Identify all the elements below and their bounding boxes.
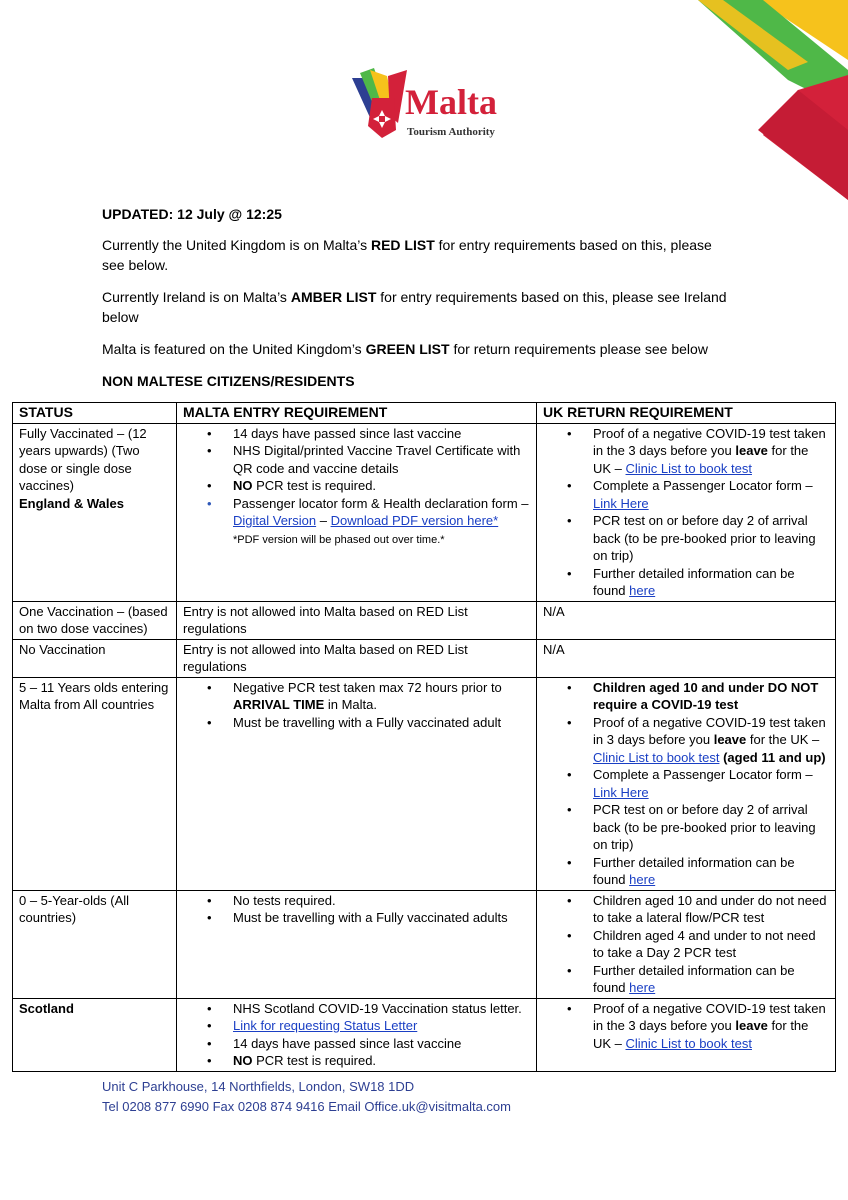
table-row-fully-vaccinated bbox=[13, 423, 836, 601]
passenger-locator-link[interactable]: Link Here bbox=[593, 784, 649, 800]
status-cell: 0 – 5-Year-olds (All countries) bbox=[13, 890, 177, 998]
list-item bbox=[593, 1000, 830, 1053]
list-item bbox=[593, 854, 830, 889]
list-item bbox=[233, 1017, 531, 1035]
return-cell bbox=[537, 677, 836, 890]
list-item-text: Proof of a negative COVID-19 test taken in the 3 days before you bbox=[593, 1000, 826, 1033]
list-item bbox=[593, 425, 830, 478]
list-item-text: Complete a Passenger Locator form – bbox=[593, 767, 813, 782]
pdf-note: *PDF version will be phased out over time.* bbox=[233, 533, 445, 546]
clinic-list-link[interactable]: Clinic List to book test bbox=[593, 749, 720, 765]
header-uk-return: UK RETURN REQUIREMENT bbox=[537, 403, 836, 424]
separator: – bbox=[316, 513, 331, 528]
list-item-text: for the UK – bbox=[746, 732, 820, 747]
list-item-text: for the UK – bbox=[593, 1018, 809, 1051]
list-item: • Children aged 4 and under to not need to take a Day 2 PCR test bbox=[593, 927, 830, 962]
table-row-0-5-years bbox=[13, 890, 836, 998]
return-cell: N/A bbox=[537, 639, 836, 677]
table-row-scotland bbox=[13, 998, 836, 1071]
list-item: • Must be travelling with a Fully vaccinated adults bbox=[233, 909, 531, 927]
list-item bbox=[593, 565, 830, 600]
decorative-corner-shapes bbox=[548, 0, 848, 200]
leave-label: leave bbox=[735, 1018, 768, 1033]
list-item: • 14 days have passed since last vaccine bbox=[233, 1035, 531, 1053]
list-item-text: Negative PCR test taken max 72 hours prior to bbox=[233, 679, 502, 695]
entry-cell: Entry is not allowed into Malta based on RED List regulations bbox=[177, 601, 537, 639]
uk-red-list-paragraph bbox=[102, 235, 762, 275]
return-list bbox=[543, 1000, 830, 1053]
section-heading-text: NON MALTESE CITIZENS/RESIDENTS bbox=[102, 373, 355, 389]
return-list bbox=[543, 679, 830, 889]
list-item-text: in Malta. bbox=[324, 697, 377, 712]
list-item-text: Further detailed information can be found bbox=[593, 962, 795, 995]
entry-list bbox=[183, 679, 531, 732]
header-malta-entry: MALTA ENTRY REQUIREMENT bbox=[177, 403, 537, 424]
list-item-text: Proof of a negative COVID-19 test taken in 3 days before you bbox=[593, 714, 826, 747]
passenger-locator-link[interactable]: Link Here bbox=[593, 495, 649, 511]
return-list bbox=[543, 425, 830, 600]
list-item bbox=[593, 679, 830, 714]
red-list-label: RED LIST bbox=[370, 237, 435, 253]
p2-text-d: below bbox=[102, 309, 139, 325]
updated-line bbox=[102, 204, 762, 224]
list-item: • Children aged 10 and under do not need to take a lateral flow/PCR test bbox=[593, 892, 830, 927]
digital-version-link[interactable]: Digital Version bbox=[233, 513, 317, 528]
p2-text-a: Currently Ireland is on Malta’s bbox=[102, 289, 291, 305]
leave-label: leave bbox=[713, 732, 747, 747]
header-status: STATUS bbox=[13, 403, 177, 424]
list-item: • PCR test on or before day 2 of arrival back (to be pre-booked prior to leaving on trip) bbox=[593, 512, 830, 565]
list-item-text: Passenger locator form & Health declaration form – bbox=[233, 495, 529, 511]
list-item-text: Further detailed information can be found bbox=[593, 854, 795, 887]
list-item: • No tests required. bbox=[233, 892, 531, 910]
green-list-paragraph bbox=[102, 339, 762, 359]
entry-cell bbox=[177, 677, 537, 890]
list-item: • 14 days have passed since last vaccine bbox=[233, 425, 531, 443]
table-row-one-vaccination bbox=[13, 601, 836, 639]
green-list-label: GREEN LIST bbox=[365, 341, 450, 357]
status-cell bbox=[13, 423, 177, 601]
logo-subtitle: Tourism Authority bbox=[407, 126, 495, 138]
requirements-table bbox=[12, 402, 836, 1072]
entry-cell bbox=[177, 423, 537, 601]
clinic-list-link[interactable]: Clinic List to book test bbox=[625, 1035, 752, 1051]
ireland-amber-list-paragraph bbox=[102, 287, 762, 327]
status-region: England & Wales bbox=[19, 495, 124, 511]
return-list bbox=[543, 892, 830, 997]
list-item-text: Proof of a negative COVID-19 test taken in the 3 days before you bbox=[593, 425, 826, 458]
section-heading bbox=[102, 371, 762, 391]
logo-name: Malta bbox=[405, 82, 497, 122]
list-item-text: Further detailed information can be found bbox=[593, 565, 795, 598]
status-cell: One Vaccination – (based on two dose vaccines) bbox=[13, 601, 177, 639]
list-item-text: Complete a Passenger Locator form – bbox=[593, 478, 813, 493]
entry-list bbox=[183, 1000, 531, 1070]
download-pdf-link[interactable]: Download PDF version here* bbox=[330, 513, 499, 528]
arrival-time-label: ARRIVAL TIME bbox=[233, 697, 325, 712]
amber-list-label: AMBER LIST bbox=[290, 289, 377, 305]
entry-list bbox=[183, 892, 531, 927]
table-header-row bbox=[13, 403, 836, 424]
more-info-link[interactable]: here bbox=[629, 872, 656, 887]
p2-text-c: for entry requirements based on this, please see Ireland bbox=[376, 289, 727, 305]
footer-contact: Tel 0208 877 6990 Fax 0208 874 9416 Email Office.uk@visitmalta.com bbox=[102, 1099, 511, 1114]
list-item bbox=[233, 495, 531, 548]
clinic-list-link[interactable]: Clinic List to book test bbox=[625, 460, 752, 476]
list-item: • Must be travelling with a Fully vaccinated adult bbox=[233, 714, 531, 732]
entry-cell: Entry is not allowed into Malta based on RED List regulations bbox=[177, 639, 537, 677]
list-item-text: PCR test is required. bbox=[252, 1053, 377, 1068]
age-note: (aged 11 and up) bbox=[719, 749, 826, 765]
return-cell bbox=[537, 998, 836, 1071]
return-cell bbox=[537, 423, 836, 601]
status-cell: No Vaccination bbox=[13, 639, 177, 677]
list-item: • NHS Scotland COVID-19 Vaccination status letter. bbox=[233, 1000, 531, 1018]
list-item bbox=[593, 766, 830, 801]
no-label: NO bbox=[233, 478, 253, 493]
p1-text-a: Currently the United Kingdom is on Malta’s bbox=[102, 237, 371, 253]
entry-cell bbox=[177, 998, 537, 1071]
list-item bbox=[593, 962, 830, 997]
p1-text-c: for entry requirements based on this, please bbox=[434, 237, 712, 253]
more-info-link[interactable]: here bbox=[629, 980, 656, 995]
list-item bbox=[593, 477, 830, 512]
status-cell bbox=[13, 998, 177, 1071]
p1-text-d: see below. bbox=[102, 257, 169, 273]
updated-text: UPDATED: 12 July @ 12:25 bbox=[102, 206, 282, 222]
p3-text-a: Malta is featured on the United Kingdom’s bbox=[102, 341, 366, 357]
children-exempt-note: Children aged 10 and under DO NOT require a COVID-19 test bbox=[593, 679, 819, 712]
return-cell bbox=[537, 890, 836, 998]
list-item bbox=[593, 714, 830, 767]
status-text: Fully Vaccinated – (12 years upwards) (Two dose or single dose vaccines) bbox=[19, 425, 147, 493]
entry-list bbox=[183, 425, 531, 548]
list-item bbox=[233, 679, 531, 714]
status-region: Scotland bbox=[19, 1000, 74, 1016]
p3-text-c: for return requirements please see below bbox=[449, 341, 708, 357]
entry-cell bbox=[177, 890, 537, 998]
list-item-text: PCR test is required. bbox=[252, 478, 377, 493]
status-cell: 5 – 11 Years olds entering Malta from All countries bbox=[13, 677, 177, 890]
logo-shield bbox=[368, 98, 396, 138]
return-cell: N/A bbox=[537, 601, 836, 639]
list-item-text: for the UK – bbox=[593, 443, 809, 476]
list-item: • PCR test on or before day 2 of arrival back (to be pre-booked prior to leaving on trip) bbox=[593, 801, 830, 854]
footer-address: Unit C Parkhouse, 14 Northfields, London, SW18 1DD bbox=[102, 1079, 415, 1094]
status-letter-link[interactable]: Link for requesting Status Letter bbox=[233, 1018, 418, 1033]
leave-label: leave bbox=[735, 443, 768, 458]
table-row-no-vaccination bbox=[13, 639, 836, 677]
list-item bbox=[233, 1052, 531, 1070]
more-info-link[interactable]: here bbox=[629, 583, 656, 598]
no-label: NO bbox=[233, 1053, 253, 1068]
list-item: • NHS Digital/printed Vaccine Travel Certificate with QR code and vaccine details bbox=[233, 442, 531, 477]
list-item bbox=[233, 477, 531, 495]
table-row-5-11-years bbox=[13, 677, 836, 890]
